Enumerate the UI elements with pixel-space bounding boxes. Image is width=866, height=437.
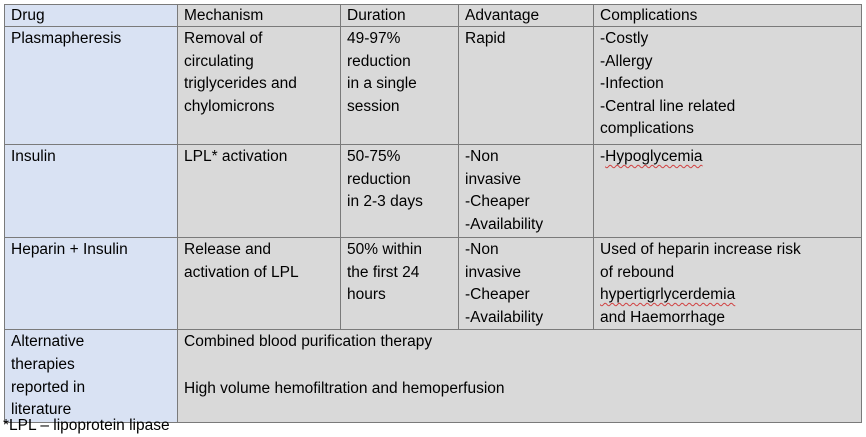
cell-line: -Non (465, 148, 499, 165)
cell-line: literature (11, 401, 72, 419)
cell-line: Release and (184, 241, 272, 258)
cell-line: High volume hemofiltration and hemoperfusion (184, 379, 505, 397)
advantage-cell (459, 27, 594, 145)
cell-line: -Central line related (600, 97, 736, 115)
cell-line: hours (347, 286, 386, 304)
cell-line: -Availability (465, 215, 544, 233)
cell-line: 50-75% (347, 148, 401, 165)
advantage-cell (459, 238, 594, 330)
cell-line: circulating (184, 52, 254, 70)
complications-cell (594, 27, 862, 145)
cell-line: reduction (347, 52, 411, 70)
cell-line: complications (600, 120, 694, 138)
cell-line: in 2-3 days (347, 193, 423, 211)
mechanism-cell (178, 238, 341, 330)
cell-line: -Infection (600, 75, 664, 93)
cell-line: in a single (347, 75, 417, 93)
cell-line: Combined blood purification therapy (184, 333, 433, 351)
duration-cell (341, 238, 459, 330)
spellcheck-word: hypertigrlycerdemia (600, 286, 736, 304)
complications-cell (594, 145, 862, 238)
cell-line: Removal of (184, 30, 263, 47)
table-row (5, 145, 862, 238)
cell-line: activation of LPL (184, 263, 299, 281)
cell-line: therapies (11, 355, 75, 373)
cell-line: the first 24 (347, 263, 420, 281)
drug-cell (5, 330, 178, 422)
drug-cell: Plasmapheresis (5, 27, 178, 145)
cell-line: -Cheaper (465, 286, 530, 304)
cell-line: -Non (465, 241, 499, 258)
cell-line: invasive (465, 170, 521, 188)
cell-line: of rebound (600, 263, 675, 281)
advantage-cell (459, 145, 594, 238)
table-row (5, 27, 862, 145)
table-header-row (5, 5, 862, 27)
duration-cell (341, 27, 459, 145)
complications-cell (594, 238, 862, 330)
cell-line: chylomicrons (184, 97, 275, 115)
table-row-alternative (5, 330, 862, 422)
alternative-therapies-cell (178, 330, 862, 422)
cell-line: reduction (347, 170, 411, 188)
header-drug: Drug (5, 5, 178, 27)
header-complications: Complications (594, 5, 862, 27)
cell-line: -Hypoglycemia (600, 148, 703, 165)
cell-line: and Haemorrhage (600, 308, 725, 326)
cell-line: -Availability (465, 308, 544, 326)
line-gap (184, 354, 855, 378)
duration-cell (341, 145, 459, 238)
cell-line (600, 284, 855, 307)
cell-line: reported in (11, 378, 86, 396)
mechanism-cell (178, 145, 341, 238)
therapy-comparison-table (4, 4, 862, 423)
header-mechanism: Mechanism (178, 5, 341, 27)
spellcheck-word: Hypoglycemia (605, 148, 703, 165)
cell-line: 50% within (347, 241, 422, 258)
cell-line: -Cheaper (465, 193, 530, 211)
header-duration: Duration (341, 5, 459, 27)
cell-line: 49-97% (347, 30, 401, 47)
cell-line: LPL* activation (184, 148, 288, 165)
cell-line: session (347, 97, 400, 115)
cell-line: invasive (465, 263, 521, 281)
table-row (5, 238, 862, 330)
cell-line: -Costly (600, 30, 649, 47)
footnote: *LPL – lipoprotein lipase (3, 417, 170, 434)
header-advantage: Advantage (459, 5, 594, 27)
cell-line: Used of heparin increase risk (600, 241, 801, 258)
cell-line: -Allergy (600, 52, 653, 70)
cell-line: Rapid (465, 30, 506, 47)
mechanism-cell (178, 27, 341, 145)
drug-cell: Insulin (5, 145, 178, 238)
cell-line: triglycerides and (184, 75, 297, 93)
cell-line: Alternative (11, 333, 85, 351)
drug-cell: Heparin + Insulin (5, 238, 178, 330)
